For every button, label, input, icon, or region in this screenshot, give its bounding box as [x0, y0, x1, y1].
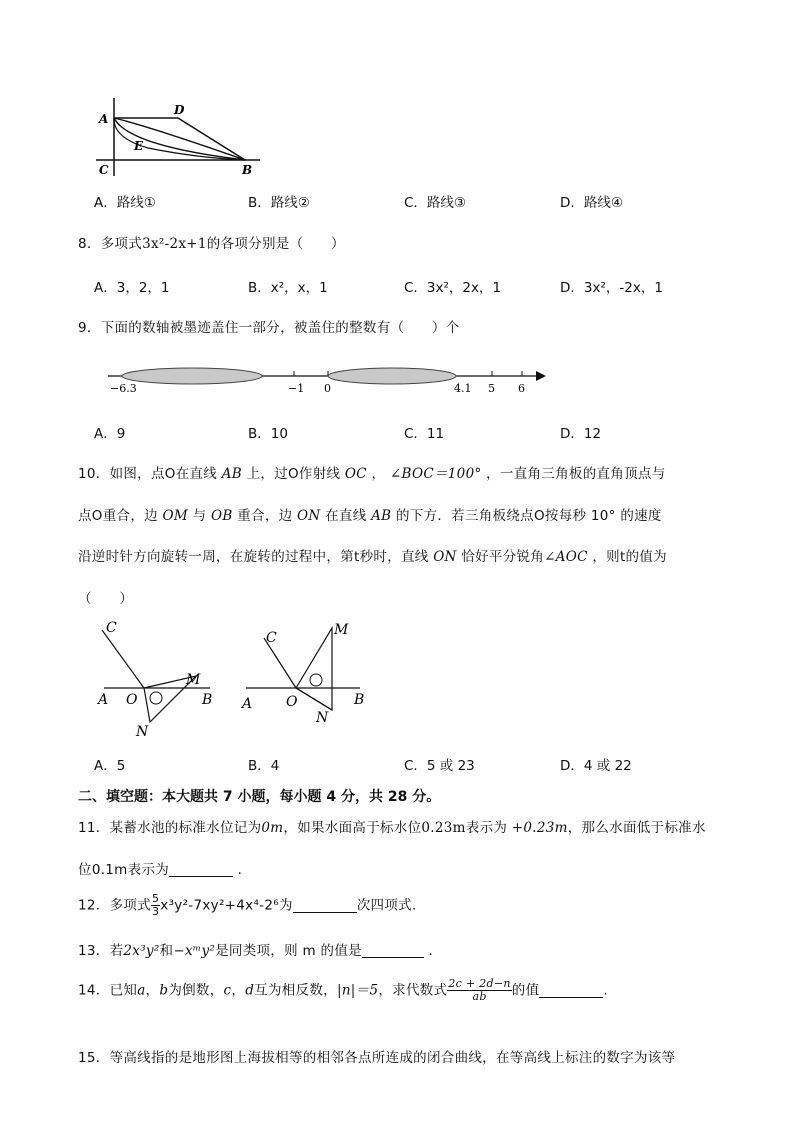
- label-C: C: [99, 163, 109, 177]
- q11-answer-blank[interactable]: [169, 862, 233, 877]
- label-A: A: [99, 112, 109, 126]
- q9-stem: 9．下面的数轴被墨迹盖住一部分，被盖住的整数有（ ）个: [78, 320, 460, 336]
- q14-stem: 14．已知a，b为倒数，c，d互为相反数，|n|＝5，求代数式 $\frac{2c + 2d-n}{ab}$ 的值 .: [78, 977, 608, 1003]
- q12-stem: 12．多项式 $\frac{5}{3}$ x³y²-7xy²+4x⁴-2⁶为 次四项式.: [78, 892, 417, 918]
- tick-5: 5: [488, 382, 495, 395]
- label-D: D: [174, 103, 185, 117]
- tick-neg-6-3: −6.3: [110, 382, 137, 395]
- q14-answer-blank[interactable]: [539, 983, 603, 998]
- q7-option-d: D．路线④: [560, 195, 623, 211]
- q10-option-a: A．5: [94, 758, 126, 774]
- fig10-label-B: B: [202, 692, 213, 708]
- fig10b-label-B: B: [354, 692, 365, 708]
- q11-line-1: 11．某蓄水池的标准水位记为0m，如果水面高于标水位0.23m表示为 +0.23m，那么水面低于标准水: [78, 820, 706, 836]
- q9-option-a: A．9: [94, 426, 126, 442]
- q8-option-c: C．3x²，2x，1: [404, 280, 502, 296]
- label-E: E: [134, 139, 144, 153]
- q15-stem: 15．等高线指的是地形图上海拔相等的相邻各点所连成的闭合曲线，在等高线上标注的数字为该等: [78, 1050, 676, 1066]
- q13-stem: 13．若2x³y²和−xᵐy²是同类项，则 m 的值是 ．: [78, 943, 443, 959]
- q8-option-b: B．x²，x，1: [248, 280, 328, 296]
- tick-6: 6: [518, 382, 525, 395]
- q12-answer-blank[interactable]: [293, 898, 357, 913]
- q11-line-2: 位0.1m表示为 ．: [78, 862, 252, 878]
- fig10-label-A: A: [98, 692, 109, 708]
- q10-option-c: C．5 或 23: [404, 758, 475, 774]
- fig10b-label-A: A: [242, 696, 253, 712]
- q8-option-a: A．3，2，1: [94, 280, 170, 296]
- section-fill-in-heading: 二、填空题：本大题共 7 小题，每小题 4 分，共 28 分。: [78, 789, 441, 805]
- q10-line-4: （ ）: [78, 591, 134, 607]
- q10-option-d: D．4 或 22: [560, 758, 632, 774]
- q9-option-c: C．11: [404, 426, 445, 442]
- fig10-label-N: N: [136, 724, 149, 740]
- tick-0: 0: [324, 382, 331, 395]
- q10-line-1: 10．如图，点O在直线 AB 上，过O作射线 OC ， ∠BOC＝100° ，一直角三角板的直角顶点与: [78, 466, 666, 482]
- fig10-label-C: C: [106, 620, 117, 636]
- fig10b-label-N: N: [316, 710, 329, 726]
- tick-neg-1: −1: [288, 382, 305, 395]
- q8-option-d: D．3x²，-2x，1: [560, 280, 663, 296]
- q7-option-a: A．路线①: [94, 195, 156, 211]
- q10-line-3: 沿逆时针方向旋转一周，在旋转的过程中，第t秒时，直线 ON 恰好平分锐角∠AOC ，则t的值为: [78, 549, 667, 565]
- figure-triangle-1: [92, 614, 222, 742]
- q13-answer-blank[interactable]: [362, 943, 424, 958]
- fig10b-label-O: O: [286, 694, 298, 710]
- number-line-figure: [100, 360, 550, 396]
- figure-routes: [88, 96, 268, 180]
- q7-option-b: B．路线②: [248, 195, 310, 211]
- q7-option-c: C．路线③: [404, 195, 467, 211]
- fig10-label-M: M: [186, 672, 201, 688]
- fig10b-label-M: M: [334, 622, 349, 638]
- q8-stem: 8．多项式3x²-2x+1的各项分别是（ ）: [78, 236, 345, 252]
- q10-option-b: B．4: [248, 758, 280, 774]
- q10-line-2: 点O重合，边 OM 与 OB 重合，边 ON 在直线 AB 的下方．若三角板绕点O按每秒 10° 的速度: [78, 508, 662, 524]
- fig10b-label-C: C: [266, 630, 277, 646]
- figure-triangle-2: [236, 614, 376, 734]
- q9-option-b: B．10: [248, 426, 288, 442]
- fig10-label-O: O: [126, 692, 138, 708]
- q9-option-d: D．12: [560, 426, 602, 442]
- label-B: B: [242, 163, 253, 177]
- arrow-right-icon: [536, 371, 546, 381]
- tick-4-1: 4.1: [454, 382, 472, 395]
